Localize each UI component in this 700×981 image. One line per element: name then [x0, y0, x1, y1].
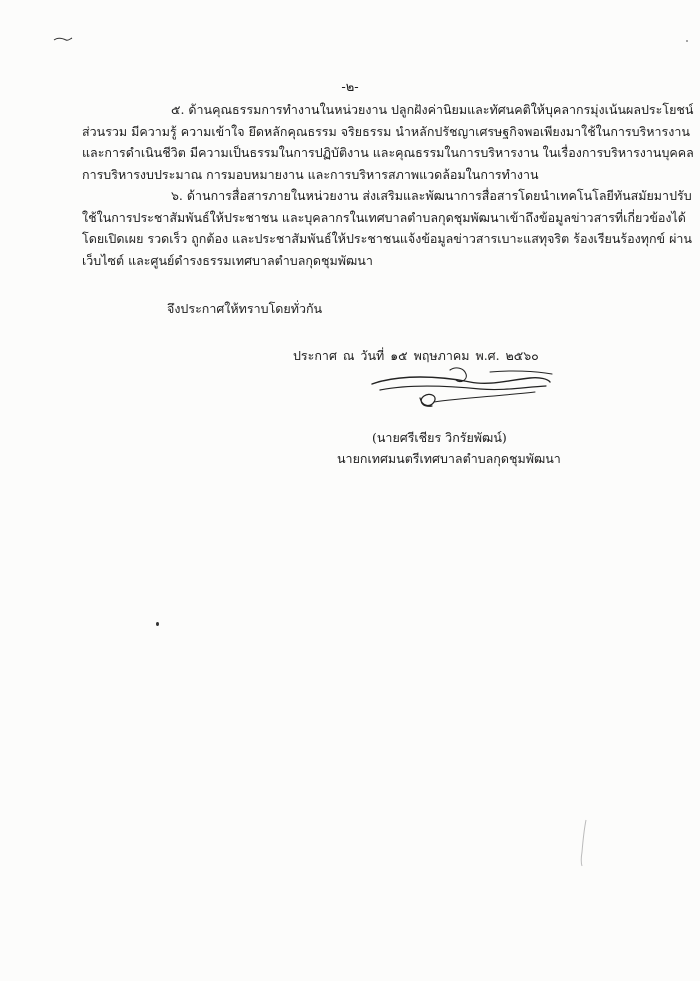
signer-position: นายกเทศมนตรีเทศบาลตำบลกุดชุมพัฒนา — [337, 451, 561, 466]
section-6-line: เว็บไซต์ และศูนย์ดำรงธรรมเทศบาลตำบลกุดชุมพัฒนา — [82, 252, 373, 268]
section-5-paragraph — [82, 99, 694, 185]
scan-speck — [156, 622, 159, 626]
section-6-paragraph — [82, 185, 692, 271]
section-5-line: และการดำเนินชีวิต มีความเป็นธรรมในการปฏิบัติงาน และคุณธรรมในการบริหารงาน ในเรื่องการบริหารงานบุคคล — [82, 145, 694, 160]
scan-mark — [578, 818, 590, 868]
signer-name: (นายศรีเชียร วิกรัยพัฒน์) — [372, 430, 507, 445]
section-5-line: ๕. ด้านคุณธรรมการทำงานในหน่วยงาน ปลูกฝังค่านิยมและทัศนคติให้บุคลากรมุ่งเน้นผลประโยชน์ — [171, 102, 694, 117]
announcement-text: จึงประกาศให้ทราบโดยทั่วกัน — [167, 301, 323, 316]
section-6-line: โดยเปิดเผย รวดเร็ว ถูกต้อง และประชาสัมพันธ์ให้ประชาชนแจ้งข้อมูลข่าวสารเบาะแสทุจริต ร้องเรียนร้องทุกข์ ผ่าน — [82, 231, 692, 246]
section-5-line: การบริหารงบประมาณ การมอบหมายงาน และการบริหารสภาพแวดล้อมในการทำงาน — [82, 166, 539, 182]
section-6-line: ใช้ในการประชาสัมพันธ์ให้ประชาชน และบุคลากรในเทศบาลตำบลกุดชุมพัฒนาเข้าถึงข้อมูลข่าวสารที่เกี่ยวข้องได้ — [82, 209, 686, 225]
scan-mark — [52, 34, 74, 44]
announcement-date: ประกาศ ณ วันที่ ๑๕ พฤษภาคม พ.ศ. ๒๕๖๐ — [293, 348, 539, 363]
scan-speck — [686, 40, 688, 42]
page-number: -๒- — [341, 80, 359, 95]
section-5-line: ส่วนรวม มีความรู้ ความเข้าใจ ยึดหลักคุณธรรม จริยธรรม นำหลักปรัชญาเศรษฐกิจพอเพียงมาใช้ในการบริหารงาน — [82, 123, 690, 139]
section-6-line: ๖. ด้านการสื่อสารภายในหน่วยงาน ส่งเสริมและพัฒนาการสื่อสารโดยนำเทคโนโลยีทันสมัยมาปรับ — [171, 188, 692, 203]
handwritten-signature — [360, 362, 560, 417]
